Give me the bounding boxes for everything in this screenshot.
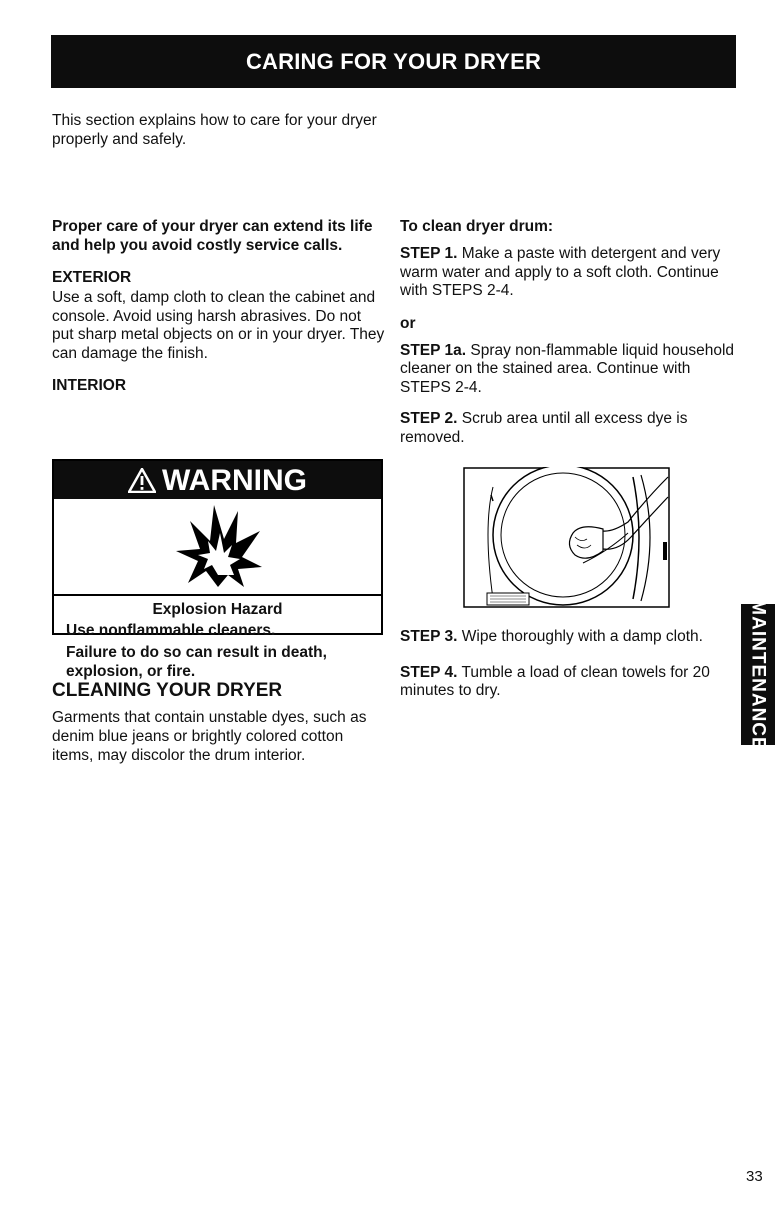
section-side-tab bbox=[741, 598, 775, 751]
step-2 bbox=[400, 410, 736, 447]
warning-header bbox=[54, 461, 381, 499]
step-1a-label: STEP 1a. bbox=[400, 341, 467, 359]
cleaning-text: Garments that contain unstable dyes, such as denim blue jeans or brightly colored cotton items, may discolor the drum interior. bbox=[52, 709, 367, 764]
page-number: 33 bbox=[746, 1168, 763, 1185]
exterior-heading: EXTERIOR bbox=[52, 269, 132, 286]
step-2-label: STEP 2. bbox=[400, 410, 458, 427]
step-2-text: Scrub area until all excess dye is removed. bbox=[400, 410, 688, 446]
lead-paragraph: Proper care of your dryer can extend its life and help you avoid costly service calls. bbox=[52, 218, 373, 254]
drum-heading: To clean dryer drum: bbox=[400, 218, 554, 235]
warning-title: WARNING bbox=[162, 464, 307, 497]
left-column bbox=[52, 217, 386, 397]
exterior-text: Use a soft, damp cloth to clean the cabinet and console. Avoid using harsh abrasives. Do not put sharp metal objects on or in your dryer. They can damage the finish. bbox=[52, 289, 385, 362]
or-label: or bbox=[400, 314, 416, 332]
step-4-text: Tumble a load of clean towels for 20 minutes to dry. bbox=[400, 663, 710, 699]
step-3-text: Wipe thoroughly with a damp cloth. bbox=[461, 628, 703, 645]
drum-cleaning-illustration bbox=[463, 467, 670, 608]
steps-lower bbox=[400, 628, 736, 714]
hazard-line-2: Failure to do so can result in death, explosion, or fire. bbox=[66, 644, 327, 680]
step-4-label: STEP 4. bbox=[400, 663, 458, 681]
step-1-label: STEP 1. bbox=[400, 245, 458, 262]
hazard-title: Explosion Hazard bbox=[152, 601, 283, 618]
side-tab-label: MAINTENANCE bbox=[748, 598, 770, 751]
hazard-line-1: Use nonflammable cleaners. bbox=[66, 622, 276, 639]
step-1 bbox=[400, 245, 736, 301]
right-column bbox=[400, 217, 736, 460]
cleaning-heading: CLEANING YOUR DRYER bbox=[52, 680, 283, 701]
step-3-label: STEP 3. bbox=[400, 628, 458, 645]
step-3 bbox=[400, 628, 736, 647]
page-title: CARING FOR YOUR DRYER bbox=[51, 35, 736, 88]
step-1a bbox=[400, 342, 736, 398]
step-1-text: Make a paste with detergent and very warm water and apply to a soft cloth. Continue with STEPS 2-4. bbox=[400, 245, 721, 299]
step-4 bbox=[400, 664, 736, 701]
warning-box bbox=[52, 459, 383, 680]
interior-heading: INTERIOR bbox=[52, 377, 127, 394]
warning-triangle-icon bbox=[128, 464, 156, 504]
explosion-icon bbox=[54, 499, 381, 596]
step-1a-text: Spray non-flammable liquid household cleaner on the stained area. Continue with STEPS 2-4. bbox=[400, 341, 735, 396]
intro-paragraph: This section explains how to care for your dryer properly and safely. bbox=[52, 112, 377, 148]
